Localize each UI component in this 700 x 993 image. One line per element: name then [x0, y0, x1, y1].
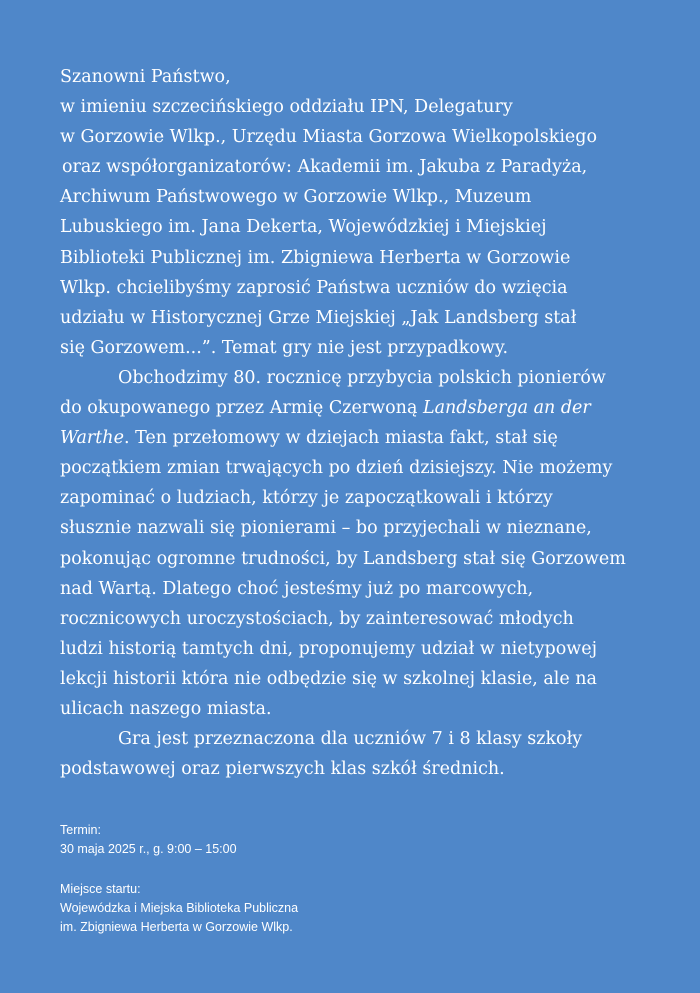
- paragraph-1-line: Biblioteki Publicznej im. Zbigniewa Herberta w Gorzowie: [60, 247, 571, 268]
- paragraph-1-line: się Gorzowem...”. Temat gry nie jest przypadkowy.: [60, 337, 509, 358]
- miejsce-line-1: Wojewódzka i Miejska Biblioteka Publiczna: [60, 901, 299, 915]
- paragraph-2-line: Obchodzimy 80. rocznicę przybycia polskich pionierów: [118, 367, 606, 388]
- start-location-block: [60, 880, 660, 937]
- termin-label: Termin:: [60, 823, 101, 837]
- paragraph-2-text: . Ten przełomowy w dziejach miasta fakt, stał się: [123, 428, 558, 449]
- paragraph-1-line: w Gorzowie Wlkp., Urzędu Miasta Gorzowa Wielkopolskiego: [60, 127, 598, 148]
- paragraph-2-line: ulicach naszego miasta.: [60, 698, 272, 719]
- miejsce-line-2: im. Zbigniewa Herberta w Gorzowie Wlkp.: [60, 920, 293, 934]
- paragraph-1-line: oraz współorganizatorów: Akademii im. Jakuba z Paradyża,: [62, 157, 588, 178]
- paragraph-3: [60, 724, 650, 784]
- event-date-block: [60, 821, 660, 859]
- miejsce-label: Miejsce startu:: [60, 882, 141, 896]
- paragraph-1-line: Archiwum Państwowego w Gorzowie Wlkp., Muzeum: [60, 187, 532, 208]
- paragraph-1: [60, 92, 650, 363]
- italic-river-name: Warthe: [60, 428, 124, 449]
- italic-city-name: Landsberga an der: [422, 398, 591, 419]
- paragraph-2-line: zapominać o ludziach, którzy je zapoczątkowali i którzy: [60, 488, 553, 509]
- termin-value: 30 maja 2025 r., g. 9:00 – 15:00: [60, 842, 237, 856]
- greeting: Szanowni Państwo,: [60, 67, 231, 87]
- paragraph-2-line: słusznie nazwali się pionierami – bo przyjechali w nieznane,: [60, 518, 592, 539]
- paragraph-2-line: ludzi historią tamtych dni, proponujemy udział w nietypowej: [60, 638, 597, 659]
- paragraph-2-line: lekcji historii która nie odbędzie się w szkolnej klasie, ale na: [60, 668, 597, 689]
- paragraph-2-line: początkiem zmian trwających po dzień dzisiejszy. Nie możemy: [60, 458, 613, 479]
- invitation-letter: [60, 62, 650, 784]
- paragraph-1-line: Lubuskiego im. Jana Dekerta, Wojewódzkiej i Miejskiej: [60, 217, 547, 238]
- paragraph-1-line: Wlkp. chcielibyśmy zaprosić Państwa uczniów do wzięcia: [60, 277, 568, 298]
- paragraph-3-line: podstawowej oraz pierwszych klas szkół średnich.: [60, 759, 505, 780]
- paragraph-2-line: nad Wartą. Dlatego choć jesteśmy już po marcowych,: [60, 578, 534, 599]
- paragraph-2-text: do okupowanego przez Armię Czerwoną: [60, 398, 423, 419]
- paragraph-3-line: Gra jest przeznaczona dla uczniów 7 i 8 klasy szkoły: [118, 729, 583, 750]
- paragraph-2-line: pokonując ogromne trudności, by Landsberg stał się Gorzowem: [60, 548, 626, 569]
- paragraph-2-line: [60, 393, 650, 423]
- paragraph-2-line: [60, 423, 650, 453]
- paragraph-1-line: w imieniu szczecińskiego oddziału IPN, Delegatury: [60, 97, 513, 118]
- paragraph-2-line: rocznicowych uroczystościach, by zainteresować młodych: [60, 608, 574, 629]
- paragraph-2: [60, 363, 650, 724]
- paragraph-1-line: udziału w Historycznej Grze Miejskiej „Jak Landsberg stał: [60, 307, 577, 328]
